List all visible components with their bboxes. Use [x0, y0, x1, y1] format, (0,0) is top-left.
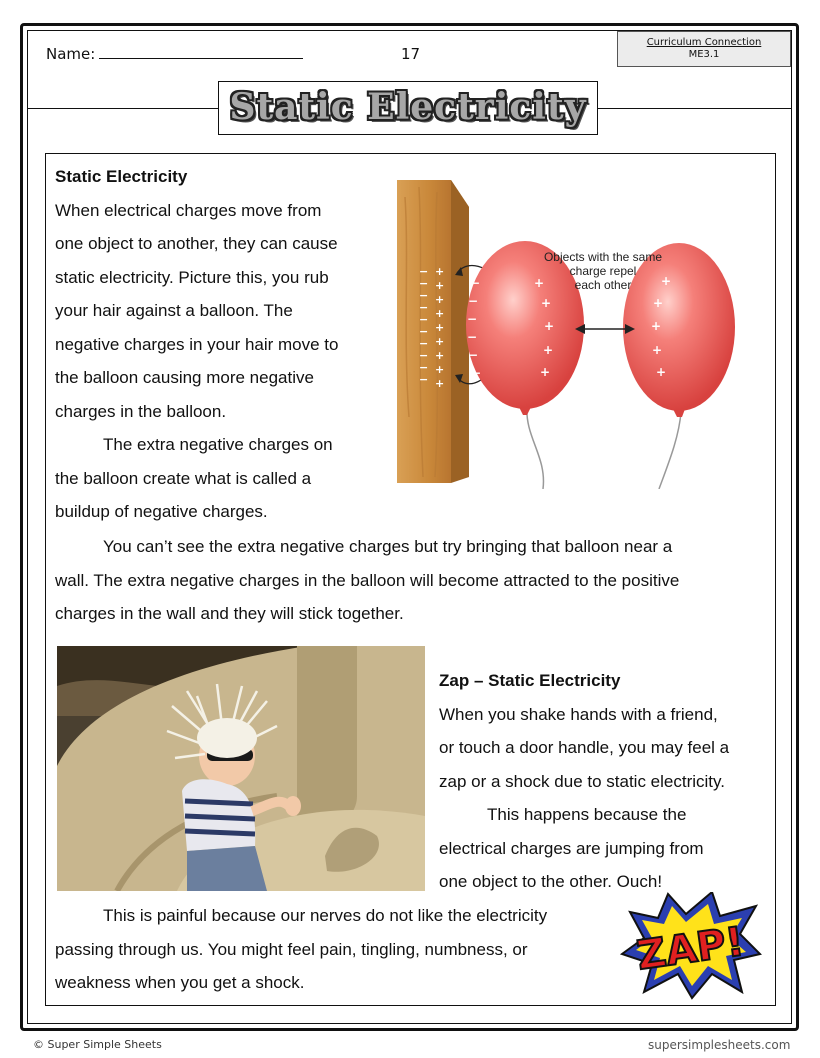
- zap-burst-graphic: [620, 892, 762, 1000]
- svg-text:Objects with the same: Objects with the same: [543, 250, 663, 264]
- svg-text:−: −: [734, 350, 745, 364]
- section1-para2-line: the balloon create what is called a: [55, 468, 312, 488]
- section1-heading: Static Electricity: [55, 167, 188, 186]
- svg-text:+: +: [435, 293, 445, 306]
- section1-line: charges in the balloon.: [55, 401, 227, 421]
- svg-text:−: −: [735, 296, 746, 310]
- svg-text:−: −: [468, 348, 479, 362]
- svg-text:−: −: [419, 277, 429, 290]
- section2-para3-line: This is painful because our nerves do not like the electricity: [103, 906, 548, 925]
- section1-line: static electricity. Picture this, you rub: [55, 267, 329, 287]
- section2-para2-line: electrical charges are jumping from: [439, 838, 704, 858]
- svg-text:+: +: [543, 343, 554, 357]
- zap-text: ZAP!: [634, 918, 748, 980]
- svg-text:−: −: [736, 332, 747, 346]
- svg-text:+: +: [651, 319, 662, 333]
- section2-para2-line: This happens because the: [487, 805, 687, 824]
- svg-text:−: −: [419, 289, 429, 302]
- section1-intro: [55, 160, 385, 529]
- svg-text:−: −: [419, 337, 429, 350]
- svg-text:+: +: [541, 296, 552, 310]
- section1-line: one object to another, they can cause: [55, 234, 338, 253]
- svg-text:−: −: [419, 265, 429, 278]
- svg-text:+: +: [544, 319, 555, 333]
- svg-text:charge repel: charge repel: [569, 264, 637, 278]
- section1-line: When electrical charges move from: [55, 200, 322, 220]
- svg-text:−: −: [736, 314, 747, 328]
- section1-para3: [55, 530, 770, 631]
- svg-text:−: −: [470, 276, 481, 290]
- svg-text:−: −: [419, 301, 429, 314]
- svg-text:+: +: [435, 335, 445, 348]
- svg-text:−: −: [471, 366, 482, 380]
- name-field: [46, 45, 303, 63]
- svg-text:−: −: [419, 313, 429, 326]
- svg-text:+: +: [435, 265, 445, 278]
- svg-text:−: −: [419, 349, 429, 362]
- svg-text:+: +: [435, 363, 445, 376]
- svg-text:+: +: [652, 343, 663, 357]
- section1-para3-line: charges in the wall and they will stick together.: [55, 604, 404, 623]
- svg-text:+: +: [435, 349, 445, 362]
- balloon-left: [466, 241, 584, 489]
- svg-text:−: −: [467, 330, 478, 344]
- section2-intro: [439, 664, 769, 899]
- section1-para3-line: You can’t see the extra negative charges but try bringing that balloon near a: [103, 537, 673, 556]
- svg-text:+: +: [435, 377, 445, 390]
- svg-text:+: +: [534, 276, 545, 290]
- page-number: 17: [401, 45, 421, 63]
- section1-line: the balloon causing more negative: [55, 368, 314, 387]
- section1-para3-line: wall. The extra negative charges in the balloon will become attracted to the positive: [55, 570, 680, 590]
- section2-para3-line: passing through us. You might feel pain, tingling, numbness, or: [55, 939, 528, 959]
- svg-text:−: −: [419, 373, 429, 386]
- title-banner: [218, 81, 598, 135]
- repel-arrow: [575, 324, 635, 334]
- name-label: Name:: [46, 45, 96, 63]
- section2-line: zap or a shock due to static electricity.: [439, 771, 725, 791]
- section2-para3: [55, 899, 615, 1000]
- section2-para2-line: one object to the other. Ouch!: [439, 872, 663, 891]
- svg-text:+: +: [661, 274, 672, 288]
- balloon-right: [623, 243, 746, 489]
- page-title: Static Electricity: [229, 86, 587, 128]
- wooden-wall: [397, 180, 469, 483]
- footer-copyright: © Super Simple Sheets: [33, 1038, 162, 1051]
- section2-line: or touch a door handle, you may feel a: [439, 738, 730, 757]
- child-static-hair-photo: [57, 646, 425, 891]
- section2-line: When you shake hands with a friend,: [439, 704, 718, 724]
- name-blank-line[interactable]: [99, 45, 303, 59]
- svg-text:−: −: [419, 361, 429, 374]
- section1-line: negative charges in your hair move to: [55, 334, 339, 354]
- curriculum-title: Curriculum Connection: [646, 37, 762, 48]
- curriculum-code: ME3.1: [688, 49, 720, 60]
- section2-heading: Zap – Static Electricity: [439, 671, 621, 690]
- footer-website[interactable]: supersimplesheets.com: [648, 1038, 791, 1052]
- svg-text:+: +: [540, 365, 551, 379]
- svg-text:+: +: [435, 321, 445, 334]
- section1-line: your hair against a balloon. The: [55, 301, 293, 320]
- curriculum-connection-box: [617, 31, 791, 67]
- balloon-charge-diagram: [397, 177, 762, 489]
- svg-text:−: −: [419, 325, 429, 338]
- svg-text:+: +: [656, 365, 667, 379]
- svg-text:−: −: [467, 312, 478, 326]
- svg-text:+: +: [435, 307, 445, 320]
- svg-text:−: −: [468, 294, 479, 308]
- section2-para3-line: weakness when you get a shock.: [55, 973, 305, 992]
- svg-text:each other: each other: [574, 278, 632, 292]
- section1-para2-line: The extra negative charges on: [103, 435, 333, 454]
- section1-para2-line: buildup of negative charges.: [55, 502, 268, 521]
- svg-text:+: +: [435, 279, 445, 292]
- svg-text:+: +: [653, 296, 664, 310]
- svg-text:−: −: [732, 278, 743, 292]
